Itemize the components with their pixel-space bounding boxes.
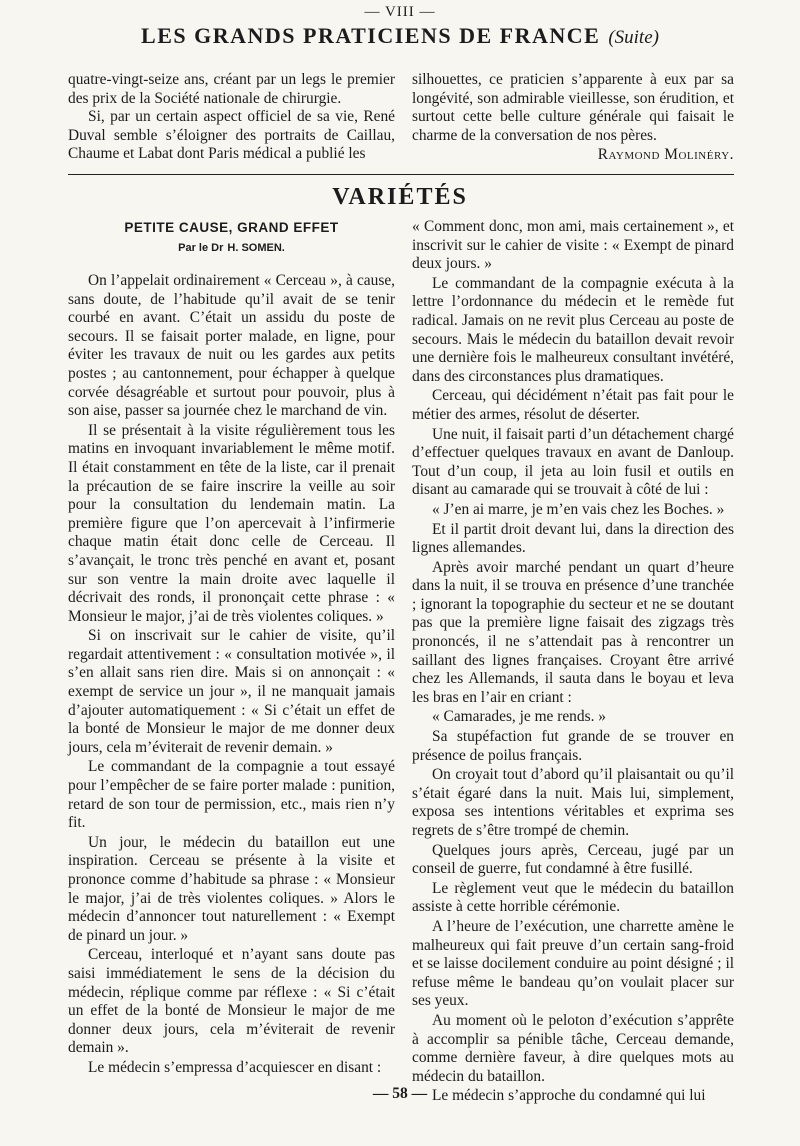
article-title: PETITE CAUSE, GRAND EFFET — [124, 220, 339, 235]
prev-paragraph: silhouettes, ce praticien s’apparente à eux par sa longévité, son admirable vieillesse, son érudition, et surtout cette belle culture générale qui faisait le charme de la conversation de nos pères. — [412, 71, 734, 144]
article-paragraph: Sa stupéfaction fut grande de se trouver en présence de poilus français. — [412, 728, 734, 764]
article-right-column — [412, 218, 734, 1107]
byline-prefix: Par le Dr — [178, 242, 224, 254]
article-paragraph: Une nuit, il faisait parti d’un détachement chargé d’effectuer quelques travaux en avant de Danloup. Tout d’un coup, il jeta au loin fusil et outils en disant au camarade qui se trouvait à côté de lui : — [412, 425, 734, 499]
author-name: H. SOMEN. — [227, 242, 285, 254]
article-paragraph: On croyait tout d’abord qu’il plaisantait ou qu’il s’était égaré dans la nuit. Mais lui, simplement, exposa ses intentions véritables et exprima ses regrets de s’être trompé de chemin. — [412, 766, 734, 839]
article-left-column — [68, 272, 395, 1079]
prev-paragraph: Si, par un certain aspect officiel de sa vie, René Duval semble s’éloigner des portraits de Caillau, Chaume et Labat dont Paris médical a publié les — [68, 108, 395, 163]
article-paragraph: Le commandant de la compagnie a tout essayé pour l’empêcher de se faire porter malade : punition, retard de son tour de permission, etc., mais rien n’y fit. — [68, 758, 395, 832]
article-paragraph: A l’heure de l’exécution, une charrette amène le malheureux qui fait preuve d’un certain sang-froid et se laisse docilement conduire au point désigné ; il refuse même le bandeau qu’on voulait placer sur ses yeux. — [412, 917, 734, 1010]
article-paragraph: Le règlement veut que le médecin du bataillon assiste à cette horrible cérémonie. — [412, 879, 734, 916]
article-paragraph: Le médecin s’approche du condamné qui lui — [432, 1087, 706, 1105]
article-paragraph: Il se présentait à la visite régulièrement tous les matins en invoquant invariablement le même motif. Il était constamment en tête de la liste, car il prenait la précaution de se faire inscrire la veille au soir pour la consultation du lendemain matin. La première figure que l’on apercevait à l’infirmerie chaque matin était donc celle de Cerceau. Il s’avançait, le tronc très penché en avant et, posant sur son ventre la main droite avec laquelle il décrivait des ronds, il prononçait cette phrase : « Monsieur le major, j’ai de très violentes coliques. » — [68, 421, 395, 625]
article-byline — [68, 242, 395, 254]
article-paragraph: « Comment donc, mon ami, mais certainement », et inscrivit sur le cahier de visite : « Exempt de pinard deux jours. » — [412, 218, 734, 273]
article-paragraph: Au moment où le peloton d’exécution s’apprête à accomplir sa pénible tâche, Cerceau demande, comme dernière faveur, à dire quelques mots au médecin du bataillon. — [412, 1011, 734, 1085]
running-title: LES GRANDS PRATICIENS DE FRANCE — [141, 23, 601, 48]
article-paragraph: On l’appelait ordinairement « Cerceau », à cause, sans doute, de l’habitude qu’il avait de se tenir courbé en avant. C’était un assidu du poste de secours. Il se faisait porter malade, en ligne, pour éviter les travaux de nuit ou les gardes aux petits postes ; au cantonnement, pour échapper à quelque corvée désagréable et surtout pour pouvoir, plus à son aise, passer sa journée chez le marchand de vin. — [68, 272, 395, 420]
article-paragraph: Si on inscrivait sur le cahier de visite, qu’il regardait attentivement : « consultation motivée », il s’en allait sans rien dire. Mais si on annonçait : « exempt de service un jour », il ne manquait jamais d’ajouter automatiquement : « Si c’était un effet de la bonté de Monsieur le major de me donner deux jours, cela m’éviterait de revenir demain. » — [68, 627, 395, 756]
article-paragraph: Et il partit droit devant lui, dans la direction des lignes allemandes. — [412, 520, 734, 557]
running-suffix: (Suite) — [608, 27, 659, 48]
section-divider — [68, 174, 734, 175]
prev-paragraph: quatre-vingt-seize ans, créant par un legs le premier des prix de la Société nationale de chirurgie. — [68, 71, 395, 107]
roman-page-number: — VIII — — [364, 4, 436, 20]
previous-article-left-column — [68, 71, 395, 164]
article-paragraph: Un jour, le médecin du bataillon eut une inspiration. Cerceau se présente à la visite et prononce comme d’habitude sa phrase : « Monsieur le major, j’ai de très violentes coliques. » Alors le médecin d’annoncer tout naturellement : « Exempt de pinard un jour. » — [68, 833, 395, 944]
article-paragraph: « J’en ai marre, je m’en vais chez les Boches. » — [432, 500, 725, 518]
article-paragraph: « Camarades, je me rends. » — [432, 708, 606, 726]
running-head — [0, 23, 800, 49]
article-paragraph: Cerceau, qui décidément n’était pas fait pour le métier des armes, résolut de déserter. — [412, 387, 734, 423]
section-title: VARIÉTÉS — [332, 184, 468, 210]
article-paragraph: Cerceau, interloqué et n’ayant sans doute pas saisi immédiatement le sens de la décision du médecin, réplique comme par réflexe : « Si c’était un effet de la bonté de Monsieur le major de me donner deux jours, cela m’éviterait de revenir demain ». — [68, 946, 395, 1057]
article-paragraph: Le médecin s’empressa d’acquiescer en disant : — [88, 1058, 382, 1076]
article-paragraph: Le commandant de la compagnie exécuta à la lettre l’ordonnance du médecin et le remède fut radical. Jamais on ne revit plus Cerceau au poste de secours. Mais le médecin du bataillon devait revoir une dernière fois le malheureux consultant invétéré, dans des circonstances plus dramatiques. — [412, 274, 734, 385]
article-paragraph: Après avoir marché pendant un quart d’heure dans la nuit, il se trouva en présence d’une tranchée ; ignorant la topographie du secteur et ne se doutant pas que la première ligne faisait des zigzags très prononcés, il ne s’attendait pas à rencontrer un saillant des lignes françaises. Croyant être arrivé chez les Allemands, il sauta dans le boyau et leva les bras en l’air en criant : — [412, 558, 734, 706]
page-number: — 58 — — [372, 1085, 428, 1102]
previous-article-right-column — [412, 71, 734, 165]
article-paragraph: Quelques jours après, Cerceau, jugé par un conseil de guerre, fut condamné à être fusillé. — [412, 841, 734, 878]
signature: Raymond Molinéry. — [597, 146, 734, 164]
